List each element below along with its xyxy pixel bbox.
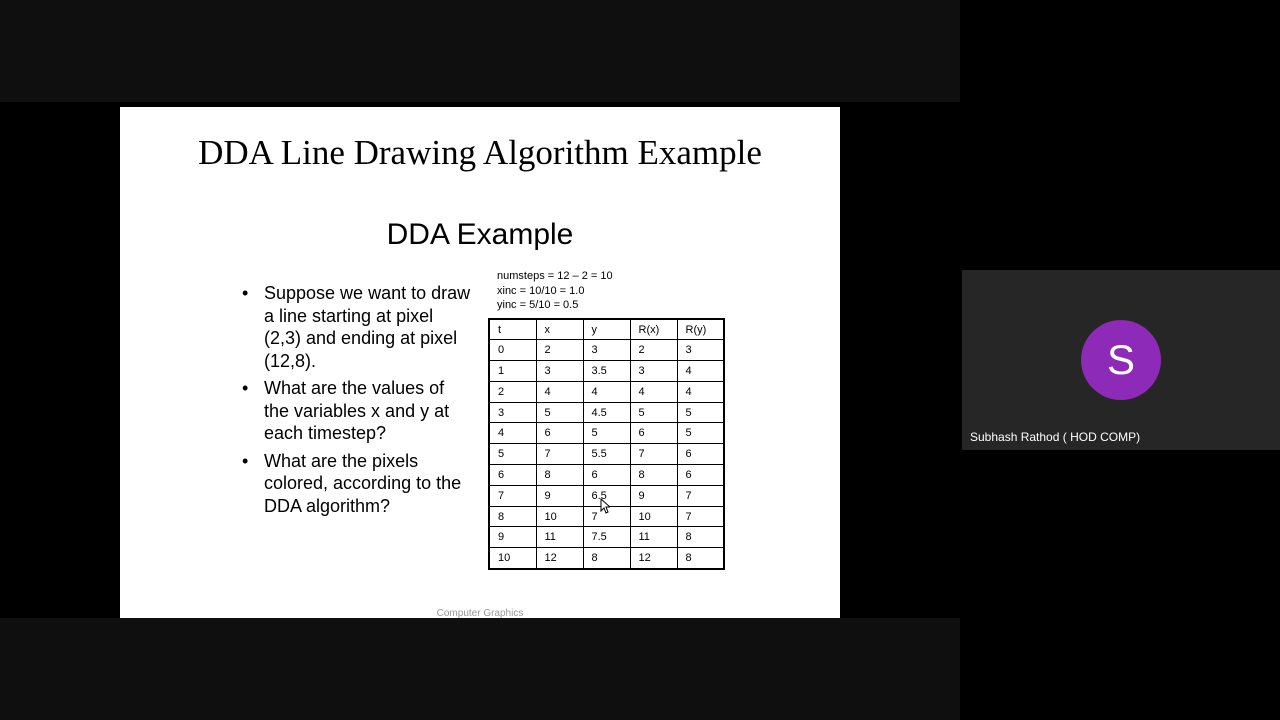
table-cell: 10	[630, 506, 677, 527]
bullet-dot-icon: •	[242, 378, 249, 398]
table-cell: 7	[630, 444, 677, 465]
slide-footer: Computer Graphics	[436, 608, 524, 618]
table-cell: 8	[583, 548, 630, 569]
table-cell: 12	[536, 548, 583, 569]
table-cell: 8	[489, 506, 536, 527]
table-cell: 6	[677, 465, 724, 486]
table-cell: 4	[677, 381, 724, 402]
table-cell: 4	[630, 381, 677, 402]
table-cell: 3	[536, 361, 583, 382]
table-cell: 6.5	[583, 485, 630, 506]
table-cell: 9	[630, 485, 677, 506]
bullet-dot-icon: •	[242, 450, 249, 471]
formula-yinc: yinc = 5/10 = 0.5	[497, 299, 579, 311]
table-cell: 1	[489, 361, 536, 382]
letterbox-bottom	[0, 618, 960, 720]
table-cell: 7	[677, 506, 724, 527]
table-cell: 8	[677, 548, 724, 569]
table-body	[489, 340, 724, 569]
table-cell: 10	[536, 506, 583, 527]
formula-block	[497, 269, 613, 313]
letterbox-top	[0, 0, 960, 102]
table-row	[489, 402, 724, 423]
table-cell: 2	[489, 381, 536, 402]
table-cell: 3	[583, 340, 630, 361]
table-cell: 4	[677, 361, 724, 382]
table-cell: 10	[489, 548, 536, 569]
table-cell: 6	[630, 423, 677, 444]
table-cell: 6	[536, 423, 583, 444]
table-cell: 5	[677, 402, 724, 423]
table-cell: 7.5	[583, 527, 630, 548]
table-cell: 2	[630, 340, 677, 361]
table-cell: 6	[489, 465, 536, 486]
table-cell: 3.5	[583, 361, 630, 382]
dda-table	[488, 318, 725, 570]
bullet-list	[242, 282, 472, 522]
table-row	[489, 465, 724, 486]
table-header-row	[489, 319, 724, 340]
bullet-dot-icon: •	[242, 283, 249, 303]
table-cell: 5.5	[583, 444, 630, 465]
mouse-pointer-icon	[600, 498, 610, 514]
table-cell: 5	[630, 402, 677, 423]
table-row	[489, 340, 724, 361]
table-cell: 5	[583, 423, 630, 444]
table-header: R(x)	[630, 319, 677, 340]
table-cell: 9	[489, 527, 536, 548]
table-row	[489, 381, 724, 402]
participant-name: Subhash Rathod ( HOD COMP)	[970, 430, 1141, 444]
table-cell: 6	[677, 444, 724, 465]
bullet-item: • Suppose we want to draw a line starting at pixel (2,3) and ending at pixel (12,8).	[242, 283, 471, 371]
bullet-item: • What are the values of the variables x and y at each timestep?	[242, 378, 450, 443]
table-cell: 12	[630, 548, 677, 569]
table-cell: 4	[583, 381, 630, 402]
table-cell: 5	[536, 402, 583, 423]
table-row	[489, 548, 724, 569]
table-cell: 11	[536, 527, 583, 548]
bullet-item: • What are the pixels colored, according to the DDA algorithm?	[242, 450, 462, 516]
table-cell: 2	[536, 340, 583, 361]
formula-xinc: xinc = 10/10 = 1.0	[497, 284, 585, 297]
table-cell: 3	[630, 361, 677, 382]
table-cell: 0	[489, 340, 536, 361]
table-cell: 4	[536, 381, 583, 402]
table-header: x	[536, 319, 583, 340]
table-cell: 8	[630, 465, 677, 486]
slide-title: DDA Line Drawing Algorithm Example	[198, 133, 762, 172]
formula-numsteps: numsteps = 12 – 2 = 10	[497, 270, 613, 282]
table-cell: 11	[630, 527, 677, 548]
table-cell: 8	[536, 465, 583, 486]
table-header: y	[583, 319, 630, 340]
table-header: R(y)	[677, 319, 724, 340]
table-cell: 3	[677, 340, 724, 361]
table-cell: 7	[677, 485, 724, 506]
table-cell: 9	[536, 485, 583, 506]
presentation-slide	[120, 107, 840, 618]
table-cell: 5	[489, 444, 536, 465]
avatar: S	[1081, 320, 1161, 400]
table-cell: 4	[489, 423, 536, 444]
participant-tile[interactable]	[962, 270, 1280, 450]
table-cell: 7	[583, 506, 630, 527]
table-cell: 8	[677, 527, 724, 548]
table-cell: 7	[536, 444, 583, 465]
table-cell: 7	[489, 485, 536, 506]
table-row	[489, 423, 724, 444]
table-cell: 4.5	[583, 402, 630, 423]
table-cell: 3	[489, 402, 536, 423]
table-header: t	[489, 319, 536, 340]
table-cell: 6	[583, 465, 630, 486]
table-row	[489, 361, 724, 382]
table-row	[489, 527, 724, 548]
table-cell: 5	[677, 423, 724, 444]
table-row	[489, 444, 724, 465]
slide-subtitle: DDA Example	[386, 218, 574, 251]
